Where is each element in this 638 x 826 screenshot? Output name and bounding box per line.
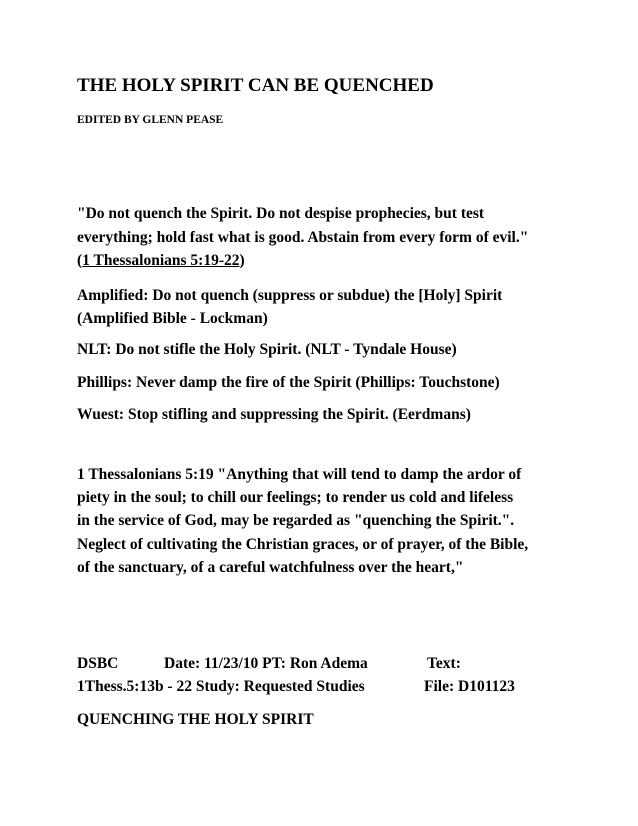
scripture-reference-link[interactable]: 1 Thessalonians 5:19-22 (82, 252, 240, 269)
info-study: 1Thess.5:13b - 22 Study: Requested Studies (77, 678, 365, 695)
reference-open-paren: ( (77, 252, 83, 269)
commentary-line-5: of the sanctuary, of a careful watchfulness over the heart," (77, 559, 464, 576)
info-source: DSBC (77, 655, 119, 672)
document-author: EDITED BY GLENN PEASE (77, 114, 224, 126)
commentary-line-3: in the service of God, may be regarded as "quenching the Spirit.". (77, 512, 515, 529)
section-heading: QUENCHING THE HOLY SPIRIT (77, 711, 314, 728)
commentary-line-1: 1 Thessalonians 5:19 "Anything that will tend to damp the ardor of (77, 466, 522, 483)
info-file: File: D101123 (424, 678, 515, 695)
amplified-line-2: (Amplified Bible - Lockman) (77, 310, 268, 327)
phillips-line: Phillips: Never damp the fire of the Spirit (Phillips: Touchstone) (77, 374, 500, 391)
amplified-line-1: Amplified: Do not quench (suppress or subdue) the [Holy] Spirit (77, 287, 503, 304)
nlt-line: NLT: Do not stifle the Holy Spirit. (NLT - Tyndale House) (77, 341, 457, 358)
commentary-line-4: Neglect of cultivating the Christian graces, or of prayer, of the Bible, (77, 536, 529, 553)
reference-close-paren: ) (239, 252, 245, 269)
quote-line-2: everything; hold fast what is good. Abstain from every form of evil." (77, 229, 529, 246)
quote-line-1: "Do not quench the Spirit. Do not despise prophecies, but test (77, 205, 485, 222)
info-date-pastor: Date: 11/23/10 PT: Ron Adema (164, 655, 368, 672)
quote-reference (77, 251, 245, 271)
commentary-line-2: piety in the soul; to chill our feelings; to render us cold and lifeless (77, 489, 514, 506)
document-title: THE HOLY SPIRIT CAN BE QUENCHED (77, 75, 434, 96)
wuest-line: Wuest: Stop stifling and suppressing the Spirit. (Eerdmans) (77, 406, 471, 423)
info-text-label: Text: (427, 655, 461, 672)
